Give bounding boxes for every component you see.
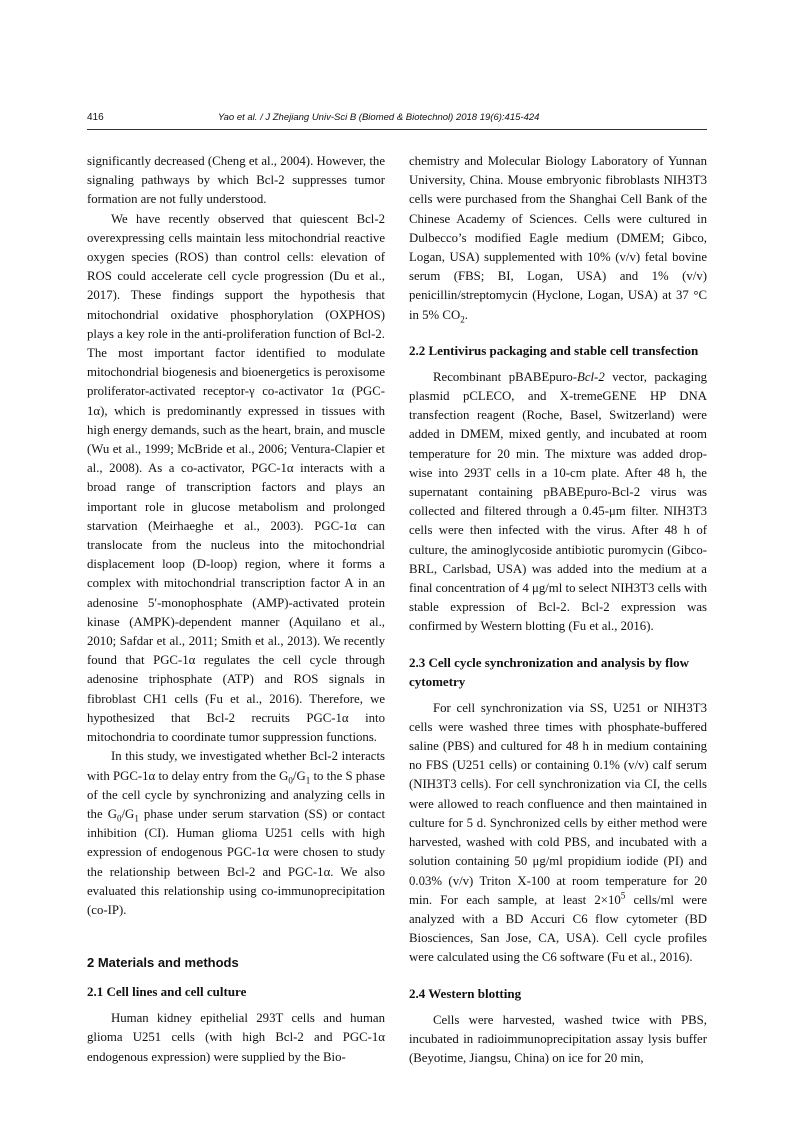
paragraph-cell-lines: Human kidney epithelial 293T cells and human glioma U251 cells (with high Bcl-2 and PGC-1α endogenous expression) were supplied by the Bio- [87,1011,385,1064]
paragraph-hypothesis: We have recently observed that quiescent Bcl-2 overexpressing cells maintain less mitochondrial reactive oxygen species (ROS) than control cells: elevation of ROS could accelerate cell cycle progression (Du et al., 2017). These findings support the hypothesis that mitochondrial oxidative phosphorylation (OXPHOS) plays a key role in the anti-proliferation function of Bcl-2. The most important factor identified to modulate mitochondrial biogenesis and bioenergetics is peroxisome proliferator-activated receptor-γ co-activator 1α (PGC-1α), which is predominantly expressed in tissues with high energy demands, such as the heart, brain, and muscle (Wu et al., 1999; McBride et al., 2006; Ventura-Clapier et al., 2008). As a co-activator, PGC-1α interacts with a broad range of transcription factors and plays an important role in glucose metabolism and prolonged starvation (Meirhaeghe et al., 2003). PGC-1α can translocate from the nucleus into the mitochondrial displacement loop (D-loop) region, where it forms a complex with mitochondrial transcription factor A in an adenosine 5′-monophosphate (AMP)-activated protein kinase (AMPK)-dependent manner (Aquilano et al., 2010; Safdar et al., 2011; Smith et al., 2013). We recently found that PGC-1α regulates the cell cycle through adenosine triphosphate (ATP) and ROS signals in fibroblast CH1 cells (Fu et al., 2016). Therefore, we hypothesized that Bcl-2 recruits PGC-1α into mitochondria to coordinate tumor suppression functions. [87,211,385,745]
text-run: For cell synchronization via SS, U251 or NIH3T3 cells were washed three times with phosphate-buffered saline (PBS) and cultured for 48 h in medium containing no FBS (U251 cells) or containing 0.1% (v/v) calf serum (NIH3T3 cells). For cell synchronization via CI, the cells were allowed to reach confluence and then maintained in culture for 5 d. Synchronized cells by either method were harvested, washed with cold PBS, and incubated with a solution containing 50 μg/ml propidium iodide (PI) and 0.03% (v/v) Triton X-100 at room temperature for 20 min. For each sample, at least 2×10 [409,700,707,907]
text-run: chemistry and Molecular Biology Laboratory of Yunnan University, China. Mouse embryonic fibroblasts NIH3T3 cells were purchased from the Shanghai Cell Bank of the Chinese Academy of Sciences. Cells were cultured in Dulbecco’s modified Eagle medium (DMEM; Gibco, Logan, USA) supplemented with 10% (v/v) fetal bovine serum (FBS; BI, Logan, USA) and 1% (v/v) penicillin/streptomycin (Hyclone, Logan, USA) at 37 °C in 5% CO [409,154,707,322]
header-rule [87,129,707,130]
text-run: /G [292,768,306,783]
subscript: 0 [288,775,293,786]
italic-gene-name: Bcl-2 [577,369,605,384]
text-run: In this study, we investigated whether Bcl-2 interacts with PGC-1α to delay entry from the G [87,749,385,783]
paragraph-lentivirus [409,368,707,637]
paragraph-flow-cytometry [409,699,707,968]
right-column [409,152,707,1068]
subsection-heading-2-2: 2.2 Lentivirus packaging and stable cell transfection [409,342,699,358]
text-run: to the S phase of the cell cycle by synchronizing and analyzing cells in the G [87,768,385,821]
paragraph-western-blotting: Cells were harvested, washed twice with PBS, incubated in radioimmunoprecipitation assay lysis buffer (Beyotime, Jiangsu, China) on ice for 20 min, [409,1012,707,1065]
subscript: 2 [460,314,465,325]
subscript: 1 [134,813,139,824]
running-head: Yao et al. / J Zhejiang Univ-Sci B (Biomed & Biotechnol) 2018 19(6):415-424 [218,112,540,123]
text-run: . [464,307,468,322]
paragraph-cell-culture-continued [409,152,707,325]
text-run: /G [121,806,135,821]
section-heading-materials-methods: 2 Materials and methods [87,955,239,971]
text-run: cells/ml were analyzed with a BD Accuri C6 flow cytometer (BD Biosciences, San Jose, CA, USA). Cell cycle profiles were calculated using the C6 software (Fu et al., 2016). [409,892,708,965]
subsection-heading-2-4: 2.4 Western blotting [409,985,522,1001]
page-number: 416 [87,112,104,123]
subsection-heading-2-1: 2.1 Cell lines and cell culture [87,984,247,1000]
text-run: vector, packaging plasmid pCLECO, and X-tremeGENE HP DNA transfection reagent (Roche, Basel, Switzerland) were added in DMEM, mixed gently, and incubated at room temperature for 20 min. The mixture was added drop-wise into 293T cells in a 10-cm plate. After 48 h, the supernatant containing pBABEpuro-Bcl-2 virus was collected and filtered through a 0.45-μm filter. NIH3T3 cells were then infected with the virus. After 48 h of culture, the aminoglycoside antibiotic puromycin (Gibco-BRL, Carlsbad, USA) was added into the medium at a final concentration of 4 μg/ml to select NIH3T3 cells with stable expression of Bcl-2. Bcl-2 expression was confirmed by Western blotting (Fu et al., 2016). [409,369,707,634]
subscript: 0 [117,813,122,824]
left-column [87,152,385,1067]
paragraph-study-aim [87,747,385,920]
text-run: phase under serum starvation (SS) or contact inhibition (CI). Human glioma U251 cells with high expression of endogenous PGC-1α were chosen to study the relationship between Bcl-2 and PGC-1α. We also evaluated this relationship using co-immunoprecipitation (co-IP). [87,806,385,917]
text-run: Recombinant pBABEpuro- [433,369,577,384]
superscript: 5 [620,890,626,901]
subsection-heading-2-3: 2.3 Cell cycle synchronization and analysis by flow cytometry [409,654,690,689]
paragraph-continued: significantly decreased (Cheng et al., 2004). However, the signaling pathways by which Bcl-2 suppresses tumor formation are not fully understood. [87,154,385,207]
subscript: 1 [305,775,311,786]
